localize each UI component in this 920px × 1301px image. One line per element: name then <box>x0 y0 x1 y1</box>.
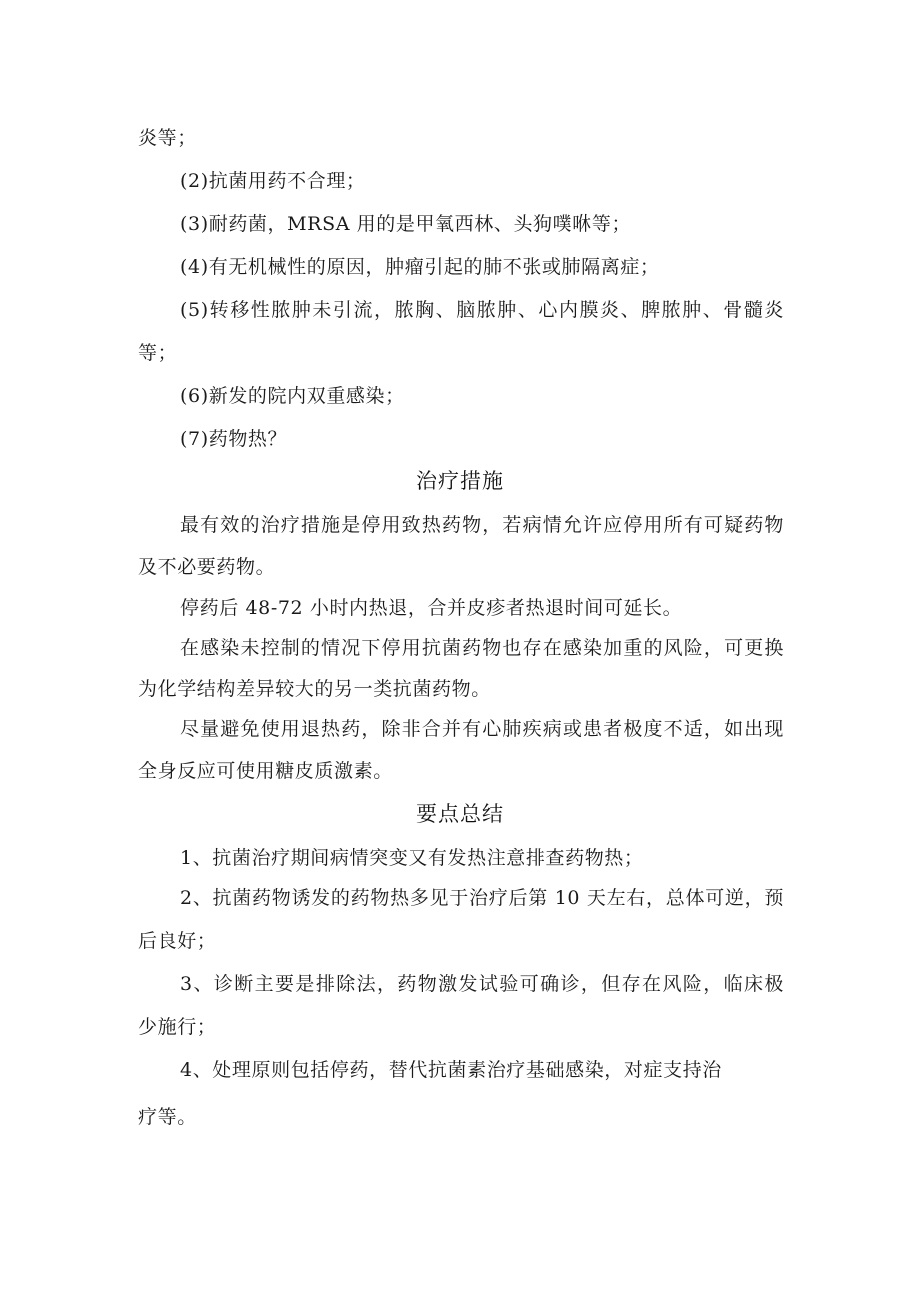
cause-item-6: (6)新发的院内双重感染； <box>180 385 405 407</box>
summary-point-4-line-1: 4、处理原则包括停药，替代抗菌素治疗基础感染，对症支持治 <box>180 1059 722 1081</box>
treatment-paragraph-1-line-1: 最有效的治疗措施是停用致热药物，若病情允许应停用所有可疑药物 <box>180 514 784 536</box>
summary-point-1: 1、抗菌治疗期间病情突变又有发热注意排查药物热； <box>180 847 644 869</box>
summary-point-2-line-2: 后良好； <box>138 930 217 952</box>
cause-item-7: (7)药物热？ <box>180 428 288 450</box>
cause-item-2: (2)抗菌用药不合理； <box>180 170 366 192</box>
cause-item-3: (3)耐药菌，MRSA 用的是甲氧西林、头狗噗咻等； <box>180 213 632 235</box>
treatment-paragraph-2: 停药后 48-72 小时内热退，合并皮疹者热退时间可延长。 <box>180 597 683 619</box>
cause-continuation-text: 炎等； <box>138 127 197 149</box>
summary-point-2-line-1: 2、抗菌药物诱发的药物热多见于治疗后第 10 天左右，总体可逆，预 <box>180 887 784 909</box>
treatment-paragraph-4-line-1: 尽量避免使用退热药，除非合并有心肺疾病或患者极度不适，如出现 <box>180 718 784 740</box>
summary-point-4-line-2: 疗等。 <box>138 1106 197 1128</box>
cause-item-5: (5)转移性脓肿未引流，脓胸、脑脓肿、心内膜炎、脾脓肿、骨髓炎 <box>180 299 784 321</box>
treatment-paragraph-3-line-2: 为化学结构差异较大的另一类抗菌药物。 <box>138 678 491 700</box>
treatment-paragraph-3-line-1: 在感染未控制的情况下停用抗菌药物也存在感染加重的风险，可更换 <box>180 637 784 659</box>
treatment-paragraph-1-line-2: 及不必要药物。 <box>138 556 276 578</box>
cause-item-5-continuation: 等； <box>138 342 178 364</box>
cause-item-4: (4)有无机械性的原因，肿瘤引起的肺不张或肺隔离症； <box>180 256 660 278</box>
treatment-heading: 治疗措施 <box>416 469 504 493</box>
summary-point-3-line-2: 少施行； <box>138 1016 217 1038</box>
treatment-paragraph-4-line-2: 全身反应可使用糖皮质激素。 <box>138 760 393 782</box>
summary-point-3-line-1: 3、诊断主要是排除法，药物激发试验可确诊，但存在风险，临床极 <box>180 973 784 995</box>
summary-heading: 要点总结 <box>416 802 504 826</box>
